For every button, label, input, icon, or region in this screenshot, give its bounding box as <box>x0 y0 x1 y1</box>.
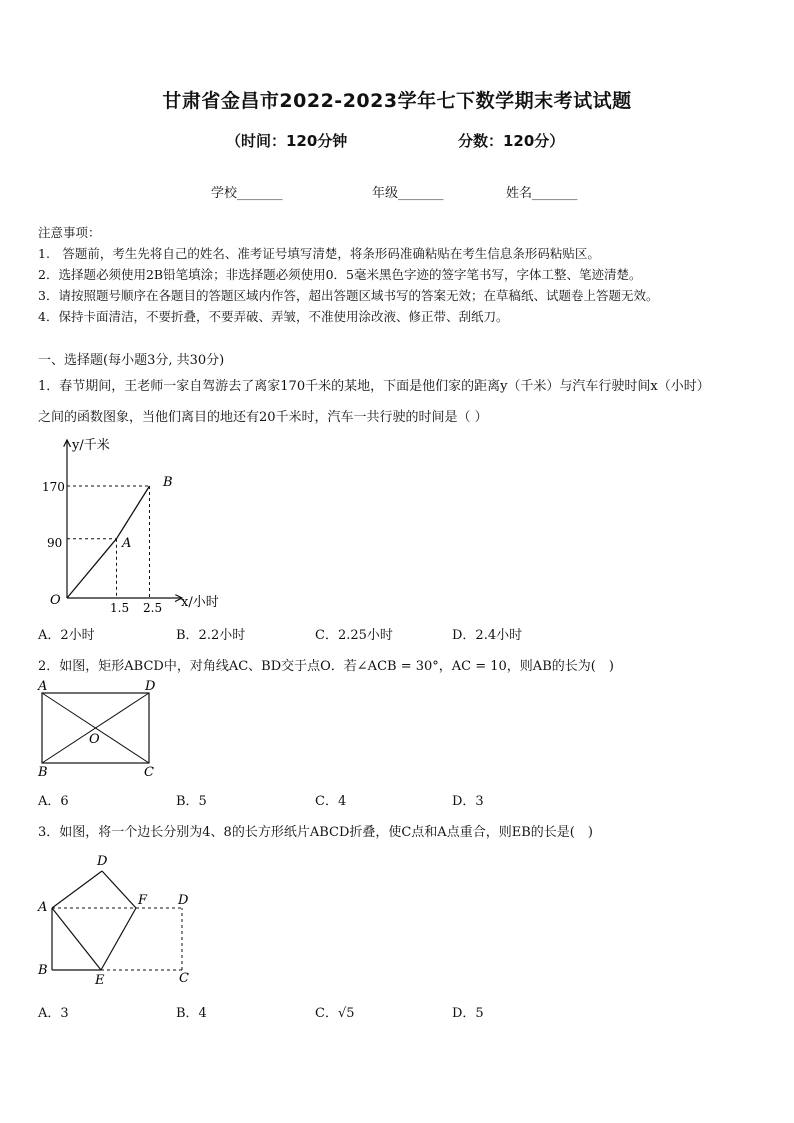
notice-item: 1. 答题前，考生先将自己的姓名、准考证号填写清楚，将条形码准确粘贴在考生信息条形码粘贴区。 <box>38 246 600 261</box>
notice-heading: 注意事项： <box>38 225 101 240</box>
q2-text: 2．如图，矩形ABCD中，对角线AC、BD交于点O．若∠ACB = 30°，AC = 10，则AB的长为( ) <box>38 659 614 674</box>
q1-text-line1: 1．春节期间，王老师一家自驾游去了离家170千米的某地，下面是他们家的距离y（千米）与汽车行驶时间x（小时） <box>38 379 710 394</box>
q1-x-axis-label: x/小时 <box>181 595 219 610</box>
q2-label-o: O <box>89 732 100 747</box>
q3-label-e: E <box>95 973 105 988</box>
q2-label-a: A <box>38 679 48 694</box>
q3-option-d[interactable]: D．5 <box>452 1006 484 1021</box>
q3-label-c: C <box>179 971 189 986</box>
q1-option-b[interactable]: B．2.2小时 <box>176 628 246 643</box>
q1-point-b-label: B <box>163 475 173 490</box>
q3-label-b: B <box>38 963 48 978</box>
school-field[interactable]: 学校_______ <box>211 186 283 201</box>
q1-ytick-90: 90 <box>47 536 63 550</box>
name-field[interactable]: 姓名_______ <box>506 186 578 201</box>
q1-y-axis-label: y/千米 <box>72 438 110 453</box>
q2-figure <box>30 678 170 783</box>
q1-option-d[interactable]: D．2.4小时 <box>452 628 523 643</box>
q3-edge-df-folded <box>102 871 136 908</box>
section-heading: 一、选择题(每小题3分, 共30分) <box>38 353 225 368</box>
q3-option-c[interactable]: C．√5 <box>315 1006 355 1021</box>
notice-block <box>38 222 658 327</box>
q3-label-d: D <box>178 893 189 908</box>
q1-ytick-170: 170 <box>42 480 65 494</box>
q3-text: 3．如图，将一个边长分别为4、8的长方形纸片ABCD折叠，使C点和A点重合，则EB的长是( ) <box>38 825 593 840</box>
q1-line-segment-oa <box>67 539 117 598</box>
q3-figure <box>30 848 210 988</box>
q3-option-b[interactable]: B．4 <box>176 1006 207 1021</box>
exam-score: 分数：120分） <box>458 132 565 150</box>
q3-label-a: A <box>38 900 48 915</box>
q2-option-c[interactable]: C．4 <box>315 794 347 809</box>
q1-option-c[interactable]: C．2.25小时 <box>315 628 393 643</box>
notice-item: 3．请按照题号顺序在各题目的答题区域内作答，超出答题区域书写的答案无效；在草稿纸、试题卷上答题无效。 <box>38 288 659 303</box>
q1-xtick-1.5: 1.5 <box>110 601 130 615</box>
q1-line-segment-ab <box>117 486 150 539</box>
q2-label-c: C <box>144 765 154 780</box>
grade-field[interactable]: 年级_______ <box>372 186 444 201</box>
q3-edge-fe <box>101 908 136 970</box>
notice-item: 4．保持卡面清洁，不要折叠，不要弄破、弄皱，不准使用涂改液、修正带、刮纸刀。 <box>38 309 509 324</box>
q3-label-f: F <box>138 893 148 908</box>
q1-option-a[interactable]: A．2小时 <box>38 628 95 643</box>
page-title: 甘肃省金昌市2022-2023学年七下数学期末考试试题 <box>162 90 632 112</box>
q1-graph <box>30 432 240 617</box>
exam-time: （时间：120分钟 <box>226 132 348 150</box>
q3-label-d-folded: D <box>97 854 108 869</box>
q2-option-d[interactable]: D．3 <box>452 794 484 809</box>
q1-text-line2: 之间的函数图象，当他们离目的地还有20千米时，汽车一共行驶的时间是（ ） <box>38 410 488 425</box>
q2-label-b: B <box>38 765 48 780</box>
q2-label-d: D <box>145 679 156 694</box>
q1-point-a-label: A <box>122 536 132 551</box>
q1-xtick-2.5: 2.5 <box>143 601 163 615</box>
q3-edge-ae <box>52 908 101 970</box>
q3-option-a[interactable]: A．3 <box>38 1006 69 1021</box>
q1-origin-label: O <box>50 593 61 608</box>
q3-edge-ad-folded <box>52 871 102 908</box>
q2-option-b[interactable]: B．5 <box>176 794 207 809</box>
q2-option-a[interactable]: A．6 <box>38 794 69 809</box>
notice-item: 2．选择题必须使用2B铅笔填涂；非选择题必须使用0．5毫米黑色字迹的签字笔书写，字体工整、笔迹清楚。 <box>38 267 642 282</box>
